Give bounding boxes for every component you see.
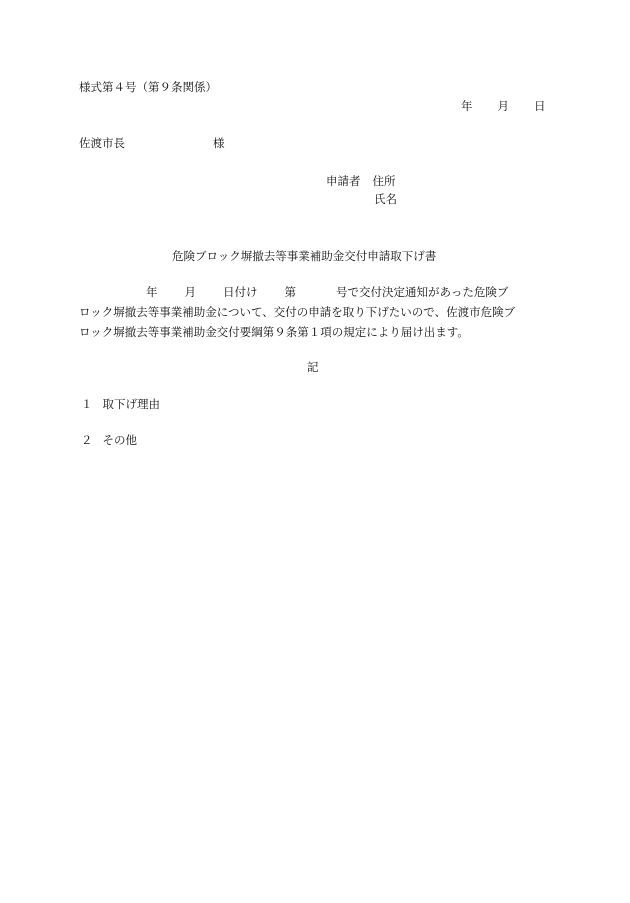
- body-number-prefix: 第: [284, 285, 296, 299]
- document-title: 危険ブロック塀撤去等事業補助金交付申請取下げ書: [172, 249, 437, 263]
- item-2: [81, 435, 137, 447]
- body-line-2: ロック塀撤去等事業補助金について、交付の申請を取り下げたいので、佐渡市危険ブ: [79, 305, 516, 319]
- applicant-label: 申請者: [326, 174, 361, 188]
- body-line-1: [79, 282, 549, 302]
- date-day-label: 日: [534, 99, 546, 113]
- body-paragraph: [79, 282, 549, 342]
- form-number: 様式第４号（第９条関係）: [79, 80, 217, 94]
- body-month: 月: [184, 285, 196, 299]
- body-year: 年: [146, 285, 158, 299]
- item-1: [81, 399, 160, 411]
- body-line-3: ロック塀撤去等事業補助金交付要綱第９条第１項の規定により届け出ます。: [79, 325, 469, 339]
- item-2-label: その他: [102, 433, 137, 447]
- date-year-label: 年: [461, 99, 473, 113]
- applicant-address-row: [326, 176, 396, 188]
- body-dated: 日付け: [223, 285, 258, 299]
- recipient-name: 佐渡市長: [79, 136, 125, 150]
- date-month-label: 月: [497, 99, 509, 113]
- date-field: [461, 101, 546, 113]
- applicant-address-label: 住所: [372, 174, 396, 188]
- applicant-name-label: 氏名: [374, 192, 397, 206]
- recipient-honorific: 様: [213, 136, 225, 150]
- recipient: [79, 138, 225, 150]
- ki-heading: 記: [307, 360, 319, 374]
- body-line1-rest: 号で交付決定通知があった危険ブ: [336, 285, 509, 299]
- item-1-label: 取下げ理由: [102, 397, 160, 411]
- item-2-number: ２: [81, 433, 93, 447]
- item-1-number: １: [81, 397, 93, 411]
